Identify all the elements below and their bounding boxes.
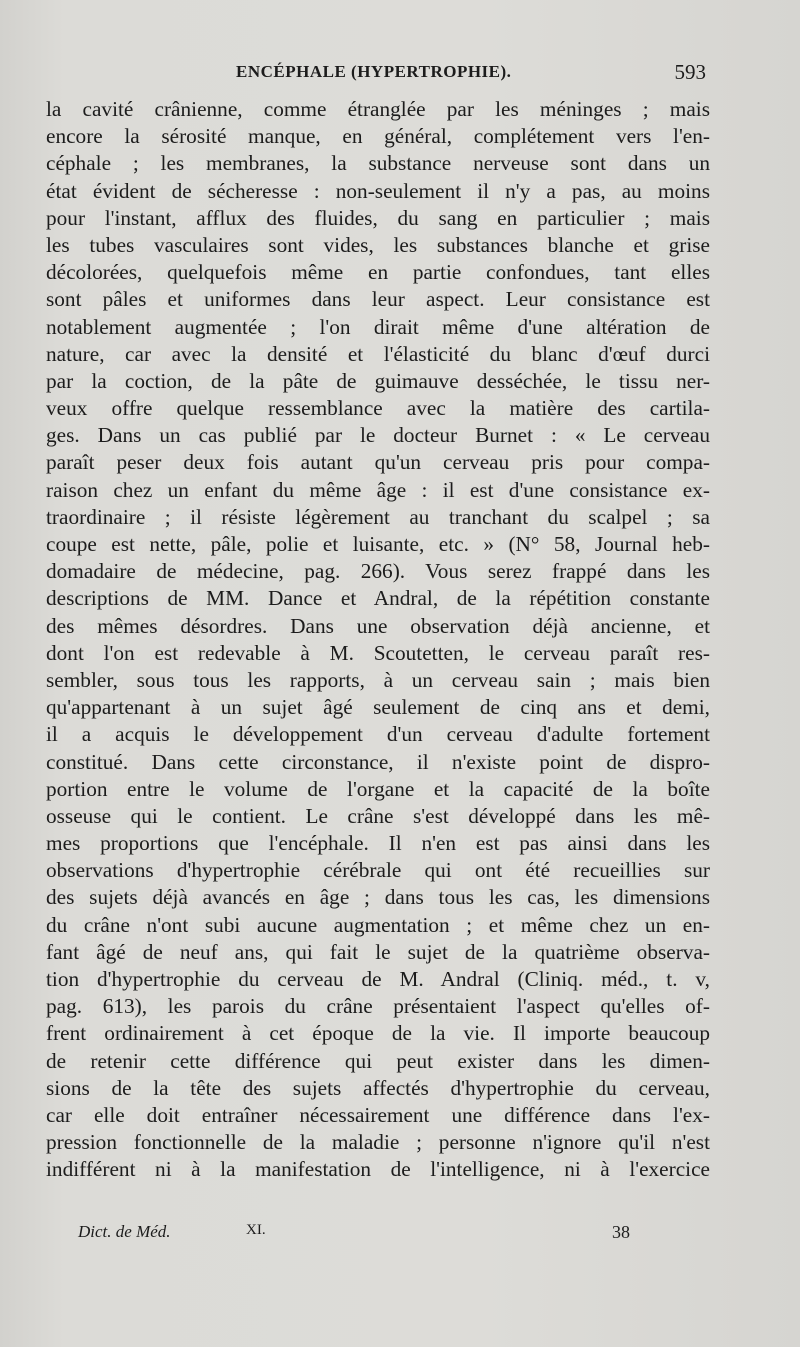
text-line: mes proportions que l'encéphale. Il n'en est pas ainsi dans les xyxy=(46,831,710,856)
text-line: frent ordinairement à cet époque de la vie. Il importe beaucoup xyxy=(46,1021,710,1046)
text-line: coupe est nette, pâle, polie et luisante, etc. » (N° 58, Journal heb- xyxy=(46,532,710,556)
text-line: les tubes vasculaires sont vides, les substances blanche et grise xyxy=(46,232,710,257)
page-header xyxy=(46,60,710,88)
text-line: des mêmes désordres. Dans une observation déjà ancienne, et xyxy=(46,613,710,638)
text-line: sont pâles et uniformes dans leur aspect. Leur consistance est xyxy=(46,287,710,312)
text-line: car elle doit entraîner nécessairement une différence dans l'ex- xyxy=(46,1102,710,1127)
text-line: sions de la tête des sujets affectés d'hypertrophie du cerveau, xyxy=(46,1075,710,1100)
text-line: osseuse qui le contient. Le crâne s'est développé dans les mê- xyxy=(46,803,710,828)
text-line: du crâne n'ont subi aucune augmentation ; et même chez un en- xyxy=(46,912,710,937)
text-line: décolorées, quelquefois même en partie confondues, tant elles xyxy=(46,260,710,285)
text-line: traordinaire ; il résiste légèrement au tranchant du scalpel ; sa xyxy=(46,504,710,529)
text-line: raison chez un enfant du même âge : il est d'une consistance ex- xyxy=(46,477,710,502)
text-line: indifférent ni à la manifestation de l'intelligence, ni à l'exercice xyxy=(46,1157,710,1182)
text-line: pression fonctionnelle de la maladie ; personne n'ignore qu'il n'est xyxy=(46,1130,710,1155)
text-line: pag. 613), les parois du crâne présentaient l'aspect qu'elles of- xyxy=(46,994,710,1019)
text-line: pour l'instant, afflux des fluides, du sang en particulier ; mais xyxy=(46,205,710,230)
text-line: portion entre le volume de l'organe et la capacité de la boîte xyxy=(46,776,710,801)
text-line: veux offre quelque ressemblance avec la matière des cartila- xyxy=(46,396,710,421)
text-line: nature, car avec la densité et l'élasticité du blanc d'œuf durci xyxy=(46,341,710,366)
text-line: observations d'hypertrophie cérébrale qui ont été recueillies sur xyxy=(46,858,710,883)
text-line: encore la sérosité manque, en général, complétement vers l'en- xyxy=(46,124,710,149)
page-number: 593 xyxy=(674,60,706,84)
footer-title: Dict. de Méd. xyxy=(78,1222,171,1241)
text-line: sembler, sous tous les rapports, à un cerveau sain ; mais bien xyxy=(46,667,710,692)
text-line: céphale ; les membranes, la substance nerveuse sont dans un xyxy=(46,151,710,176)
text-line: notablement augmentée ; l'on dirait même d'une altération de xyxy=(46,314,710,339)
body-text xyxy=(46,96,710,1184)
text-line: qu'appartenant à un sujet âgé seulement de cinq ans et demi, xyxy=(46,695,710,720)
text-line: descriptions de MM. Dance et Andral, de la répétition constante xyxy=(46,586,710,611)
text-line: état évident de sécheresse : non-seulement il n'y a pas, au moins xyxy=(46,178,710,203)
running-head: ENCÉPHALE (HYPERTROPHIE). xyxy=(236,62,512,81)
text-line: par la coction, de la pâte de guimauve desséchée, le tissu ner- xyxy=(46,368,710,393)
text-line: domadaire de médecine, pag. 266). Vous serez frappé dans les xyxy=(46,559,710,584)
text-line: la cavité crânienne, comme étranglée par les méninges ; mais xyxy=(46,97,710,121)
footer-volume: XI. xyxy=(246,1222,266,1238)
page-footer xyxy=(46,1222,710,1246)
text-line: dont l'on est redevable à M. Scoutetten, le cerveau paraît res- xyxy=(46,640,710,665)
footer-signature: 38 xyxy=(612,1222,630,1242)
text-line: ges. Dans un cas publié par le docteur Burnet : « Le cerveau xyxy=(46,423,710,448)
text-line: tion d'hypertrophie du cerveau de M. Andral (Cliniq. méd., t. v, xyxy=(46,967,710,991)
text-line: fant âgé de neuf ans, qui fait le sujet de la quatrième observa- xyxy=(46,939,710,964)
text-line: il a acquis le développement d'un cerveau d'adulte fortement xyxy=(46,722,710,747)
text-line: de retenir cette différence qui peut exister dans les dimen- xyxy=(46,1048,710,1073)
text-line: constitué. Dans cette circonstance, il n'existe point de dispro- xyxy=(46,749,710,774)
text-line: des sujets déjà avancés en âge ; dans tous les cas, les dimensions xyxy=(46,885,710,910)
text-line: paraît peser deux fois autant qu'un cerveau pris pour compa- xyxy=(46,450,710,475)
